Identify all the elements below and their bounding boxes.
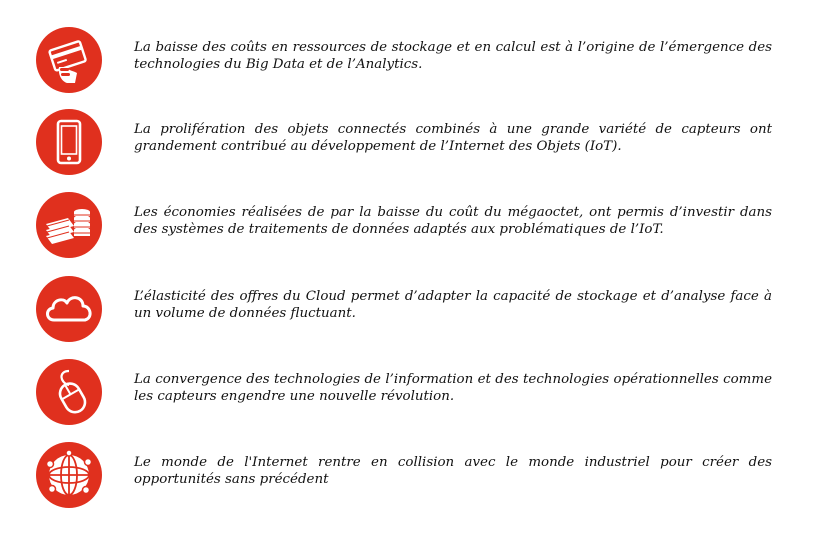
list-item xyxy=(0,275,825,345)
mouse-icon xyxy=(36,359,102,425)
money-stack-icon xyxy=(36,192,102,258)
smartphone-icon xyxy=(36,109,102,175)
list-item xyxy=(0,441,825,511)
item-text: L’élasticité des offres du Cloud permet d’adapter la capacité de stockage et d’analyse face à un volume de données fluctuant. xyxy=(134,289,772,321)
credit-card-hand-icon xyxy=(36,27,102,93)
cloud-icon xyxy=(36,276,102,342)
item-text: Le monde de l'Internet rentre en collision avec le monde industriel pour créer des opportunités sans précédent xyxy=(134,455,772,487)
list-item xyxy=(0,108,825,178)
item-text: La convergence des technologies de l’information et des technologies opérationnelles comme les capteurs engendre une nouvelle révolution. xyxy=(134,372,772,404)
globe-network-icon xyxy=(36,442,102,508)
list-item xyxy=(0,26,825,96)
item-text: La prolifération des objets connectés combinés à une grande variété de capteurs ont grandement contribué au développement de l’Internet des Objets (IoT). xyxy=(134,122,772,154)
item-text: Les économies réalisées de par la baisse du coût du mégaoctet, ont permis d’investir dans des systèmes de traitements de données adaptés aux problématiques de l’IoT. xyxy=(134,205,772,237)
item-text: La baisse des coûts en ressources de stockage et en calcul est à l’origine de l’émergence des technologies du Big Data et de l’Analytics. xyxy=(134,40,772,72)
list-item xyxy=(0,191,825,261)
list-item xyxy=(0,358,825,428)
